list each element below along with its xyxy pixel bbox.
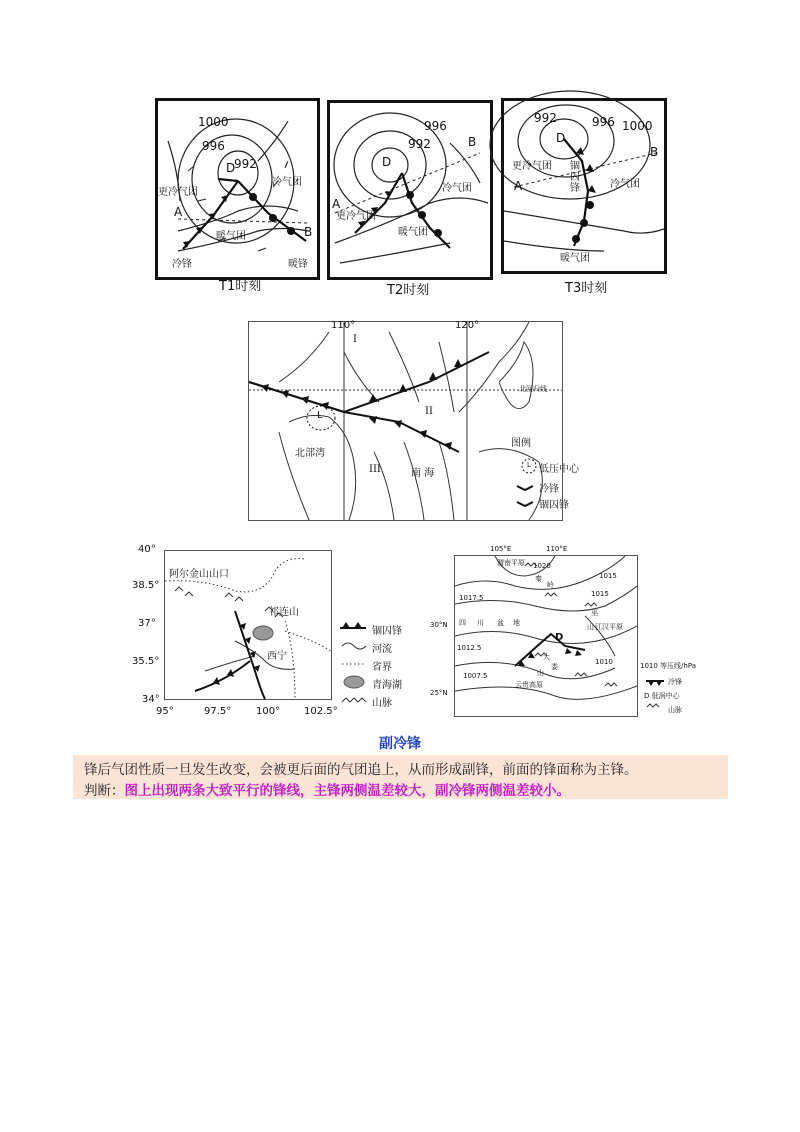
t3-isobar-1000: 1000 <box>622 119 653 133</box>
t3-isobar-996: 996 <box>592 115 615 129</box>
definition-text: 锋后气团性质一旦发生改变，会被更后面的气团追上，从而形成副锋，前面的锋面称为主锋。 <box>84 762 638 778</box>
middle-lon-120: 120° <box>455 320 480 331</box>
legend-mountain: 山脉 <box>372 698 392 709</box>
legend-low-center: 低压中心 <box>539 464 579 475</box>
lat-40: 40° <box>138 544 156 555</box>
legend-occluded-front: 锢囚锋 <box>539 500 569 511</box>
legend-occluded: 锢囚锋 <box>372 626 402 637</box>
isobar-1015-a: 1015 <box>591 590 609 598</box>
t1-air-warm: 暖气团 <box>216 231 246 242</box>
legend-river: 河流 <box>372 644 392 655</box>
region-i: I <box>353 334 357 345</box>
middle-lon-110: 110° <box>331 320 356 331</box>
lat-38-5: 38.5° <box>132 580 160 591</box>
sichuan-drawing <box>455 556 637 716</box>
isobar-1012-5: 1012.5 <box>457 644 482 652</box>
low-center-symbol: L <box>317 410 323 421</box>
lat-25n: 25°N <box>430 689 448 697</box>
isobar-1007-5: 1007.5 <box>463 672 488 680</box>
t3-caption: T3时刻 <box>565 281 608 296</box>
t2-point-a: A <box>332 197 341 211</box>
t2-point-b: B <box>468 135 477 149</box>
judgement-line <box>84 779 570 799</box>
place-wu: 巫 <box>591 609 598 617</box>
t2-air-cold: 冷气团 <box>442 183 472 194</box>
t1-point-a: A <box>174 205 183 219</box>
t1-isobar-992: 992 <box>234 157 257 171</box>
place-beibu-gulf: 北部湾 <box>295 448 325 459</box>
lon-110e: 110°E <box>546 545 568 553</box>
sichuan-map-frame <box>454 555 638 717</box>
lat-35-5: 35.5° <box>132 656 160 667</box>
place-ling: 岭 <box>547 581 554 589</box>
t2-isobar-996: 996 <box>424 119 447 133</box>
place-shan-lou: 山 <box>537 669 544 677</box>
section-title: 副冷锋 <box>379 736 421 752</box>
t3-point-a: A <box>514 179 523 193</box>
legend-province-border: 省界 <box>372 662 392 673</box>
sichuan-map <box>428 543 728 719</box>
south-china-drawing <box>249 322 562 520</box>
legend-cold-front-r: 冷锋 <box>668 678 682 686</box>
tropic-label: 北回归线 <box>519 385 547 393</box>
t1-warm-front-label: 暖锋 <box>288 259 308 270</box>
t1-air-cold: 冷气团 <box>272 177 302 188</box>
isobar-1010: 1010 <box>595 658 613 666</box>
lon-97-5: 97.5° <box>204 706 232 717</box>
t3-point-b: B <box>650 145 659 159</box>
judgement-prefix: 判断： <box>84 783 125 799</box>
t2-air-warm: 暖气团 <box>398 227 428 238</box>
place-jianghan-plain: 江汉平原 <box>595 623 623 631</box>
isobar-1015-b: 1015 <box>599 572 617 580</box>
t2-air-colder: 更冷气团 <box>336 211 376 222</box>
place-lou: 娄 <box>551 663 558 671</box>
place-si: 四 <box>459 619 466 627</box>
t2-isobar-992: 992 <box>408 137 431 151</box>
t3-isobar-992: 992 <box>534 111 557 125</box>
lat-34: 34° <box>142 694 160 705</box>
isobar-1020: 1020 <box>533 562 551 570</box>
lat-37: 37° <box>138 618 156 629</box>
lon-105e: 105°E <box>490 545 512 553</box>
region-iii: III <box>369 464 381 475</box>
t3-air-cold: 冷气团 <box>610 179 640 190</box>
t2-caption: T2时刻 <box>387 283 430 298</box>
legend-qinghai-lake: 青海湖 <box>372 680 402 691</box>
lon-95: 95° <box>156 706 174 717</box>
judgement-text: 图上出现两条大致平行的锋线，主锋两侧温差较大，副冷锋两侧温差较小。 <box>124 783 570 799</box>
t3-air-warm: 暖气团 <box>560 253 590 264</box>
region-ii: II <box>425 406 433 417</box>
qinghai-map-frame <box>164 550 332 700</box>
t3-low-center: D <box>556 131 566 145</box>
map-t2 <box>327 100 493 280</box>
place-qilian-mountains: 祁连山 <box>269 607 299 618</box>
t2-low-center: D <box>382 155 392 169</box>
t1-air-colder: 更冷气团 <box>158 187 198 198</box>
t1-cold-front-label: 冷锋 <box>172 259 192 270</box>
place-weinan-plain: 渭南平原 <box>497 559 525 567</box>
t1-isobar-1000: 1000 <box>198 115 229 129</box>
t3-air-colder: 更冷气团 <box>512 161 552 172</box>
place-altun-pass: 阿尔金山山口 <box>169 569 229 580</box>
place-chuan: 川 <box>477 619 484 627</box>
t1-isobar-996: 996 <box>202 139 225 153</box>
lat-30n: 30°N <box>430 621 448 629</box>
isobar-1017-5: 1017.5 <box>459 594 484 602</box>
legend-cold-front: 冷锋 <box>539 484 559 495</box>
middle-legend-title: 图例 <box>511 438 531 449</box>
t1-point-b: B <box>304 225 313 239</box>
legend-mountain-r: 山脉 <box>668 706 682 714</box>
south-china-map <box>248 320 579 521</box>
qinghai-map <box>132 542 408 722</box>
place-qin: 秦 <box>535 575 542 583</box>
place-xining: 西宁 <box>267 651 287 662</box>
lon-102-5: 102.5° <box>304 706 338 717</box>
place-da: 大 <box>543 653 550 661</box>
legend-isobar: 1010 等压线/hPa <box>640 662 697 670</box>
map-t1 <box>155 98 320 280</box>
legend-low-center-symbol: L <box>527 461 531 469</box>
t1-low-center: D <box>226 161 236 175</box>
place-south-china-sea: 南 海 <box>411 468 435 479</box>
place-shan-wu: 山 <box>587 623 594 631</box>
map-t3 <box>501 98 667 274</box>
place-di: 地 <box>513 619 520 627</box>
t1-caption: T1时刻 <box>219 279 262 294</box>
t3-occluded-front-label: 锢囚锋 <box>570 161 580 194</box>
vortex-center: D <box>555 632 564 643</box>
legend-vortex: D 低涡中心 <box>644 692 680 700</box>
lon-100: 100° <box>256 706 281 717</box>
place-pen: 盆 <box>497 619 504 627</box>
place-yungui-plateau: 云贵高原 <box>515 681 543 689</box>
